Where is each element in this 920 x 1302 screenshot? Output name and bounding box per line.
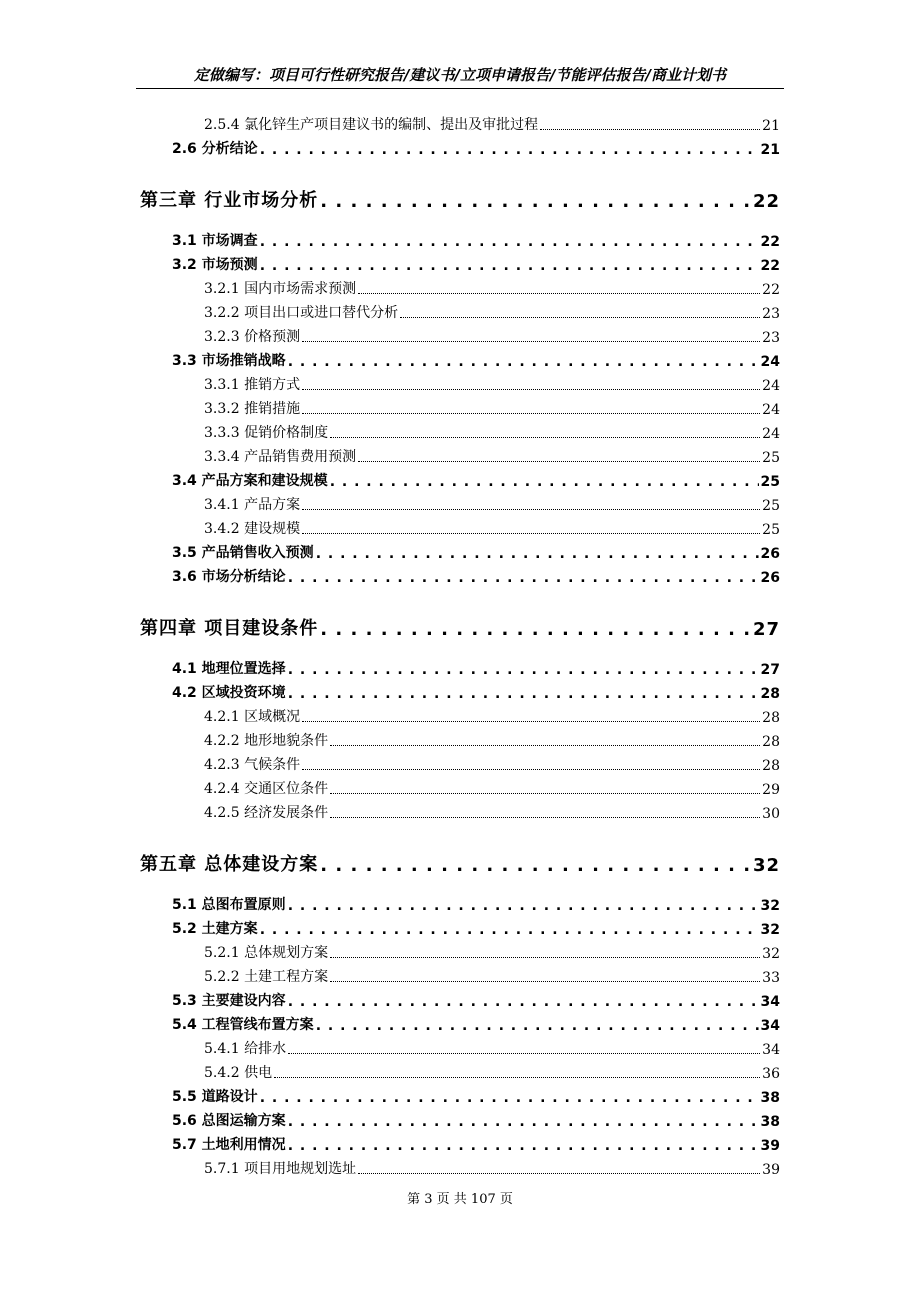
toc-entry[interactable] (172, 350, 780, 370)
toc-entry-label: 4.2.5 经济发展条件 (204, 805, 329, 821)
toc-page-number: 25 (760, 474, 780, 490)
toc-entry-label: 3.2.2 项目出口或进口替代分析 (204, 305, 399, 321)
toc-leader-dots (330, 437, 760, 438)
toc-leader-dots (358, 1173, 760, 1174)
toc-entry-label: 3.2 市场预测 (172, 257, 258, 273)
toc-entry-label: 第四章 项目建设条件 (140, 618, 319, 639)
toc-page-number: 22 (760, 234, 780, 250)
toc-page-number: 26 (760, 546, 780, 562)
toc-page-number: 25 (762, 450, 780, 466)
toc-page-number: 24 (760, 354, 780, 370)
toc-page-number: 24 (762, 426, 780, 442)
toc-page-number: 34 (760, 1018, 780, 1034)
toc-page-number: 32 (760, 922, 780, 938)
toc-page-number: 34 (762, 1042, 780, 1058)
toc-leader-dots (320, 619, 751, 640)
toc-entry-label: 3.3 市场推销战略 (172, 353, 286, 369)
toc-leader-dots (260, 258, 759, 274)
toc-page-number: 30 (762, 806, 780, 822)
toc-entry-label: 4.2.4 交通区位条件 (204, 781, 329, 797)
toc-page-number: 25 (762, 522, 780, 538)
toc-entry[interactable] (172, 658, 780, 678)
toc-leader-dots (288, 1138, 759, 1154)
toc-entry[interactable] (172, 566, 780, 586)
toc-entry[interactable] (204, 1038, 780, 1058)
toc-page-number: 26 (760, 570, 780, 586)
toc-page-number: 23 (762, 330, 780, 346)
toc-leader-dots (302, 769, 760, 770)
toc-entry-label: 5.2 土建方案 (172, 921, 258, 937)
toc-page-number: 25 (762, 498, 780, 514)
toc-page-number: 32 (760, 898, 780, 914)
toc-page-number: 34 (760, 994, 780, 1010)
toc-entry[interactable] (204, 706, 780, 726)
toc-leader-dots (330, 817, 760, 818)
toc-entry-label: 3.4.2 建设规模 (204, 521, 301, 537)
toc-leader-dots (260, 142, 759, 158)
toc-entry-label: 2.5.4 氯化锌生产项目建议书的编制、提出及审批过程 (204, 117, 539, 133)
toc-entry[interactable] (204, 730, 780, 750)
toc-entry[interactable] (204, 966, 780, 986)
toc-page-number: 24 (762, 402, 780, 418)
toc-entry[interactable] (204, 302, 780, 322)
toc-chapter-entry[interactable] (140, 852, 780, 876)
toc-entry-label: 4.2.1 区域概况 (204, 709, 301, 725)
toc-page-number: 32 (762, 946, 780, 962)
toc-page-number: 23 (762, 306, 780, 322)
toc-entry-label: 3.6 市场分析结论 (172, 569, 286, 585)
toc-leader-dots (330, 745, 760, 746)
toc-page-number: 27 (760, 662, 780, 678)
toc-leader-dots (330, 957, 760, 958)
toc-entry-label: 5.2.1 总体规划方案 (204, 945, 329, 961)
toc-entry[interactable] (172, 230, 780, 250)
toc-entry-label: 3.2.3 价格预测 (204, 329, 301, 345)
toc-page-number: 33 (762, 970, 780, 986)
toc-entry-label: 3.3.1 推销方式 (204, 377, 301, 393)
toc-page-number: 21 (762, 118, 780, 134)
toc-entry-label: 3.3.2 推销措施 (204, 401, 301, 417)
toc-entry-label: 5.6 总图运输方案 (172, 1113, 286, 1129)
toc-entry[interactable] (172, 138, 780, 158)
toc-leader-dots (288, 570, 759, 586)
toc-entry-label: 5.5 道路设计 (172, 1089, 258, 1105)
toc-leader-dots (316, 1018, 759, 1034)
toc-leader-dots (302, 721, 760, 722)
toc-leader-dots (330, 474, 759, 490)
toc-entry[interactable] (172, 682, 780, 702)
toc-leader-dots (320, 855, 751, 876)
toc-leader-dots (288, 1053, 760, 1054)
toc-entry[interactable] (172, 918, 780, 938)
toc-page-number: 38 (760, 1090, 780, 1106)
toc-entry[interactable] (172, 1134, 780, 1154)
toc-entry[interactable] (204, 754, 780, 774)
toc-leader-dots (302, 389, 760, 390)
toc-leader-dots (288, 662, 759, 678)
toc-entry[interactable] (204, 446, 780, 466)
toc-leader-dots (320, 191, 751, 212)
toc-entry-label: 第五章 总体建设方案 (140, 854, 319, 875)
toc-page-number: 22 (762, 282, 780, 298)
toc-leader-dots (288, 994, 759, 1010)
toc-entry[interactable] (204, 802, 780, 822)
toc-page-number: 21 (760, 142, 780, 158)
toc-entry-label: 3.1 市场调查 (172, 233, 258, 249)
toc-entry[interactable] (172, 1014, 780, 1034)
toc-entry-label: 4.1 地理位置选择 (172, 661, 286, 677)
toc-leader-dots (400, 317, 760, 318)
toc-entry-label: 3.4.1 产品方案 (204, 497, 301, 513)
toc-entry[interactable] (204, 518, 780, 538)
toc-leader-dots (358, 293, 760, 294)
toc-page-number: 39 (760, 1138, 780, 1154)
toc-leader-dots (260, 1090, 759, 1106)
toc-leader-dots (302, 533, 760, 534)
toc-chapter-entry[interactable] (140, 188, 780, 212)
toc-page-number: 39 (762, 1162, 780, 1178)
toc-entry-label: 3.3.3 促销价格制度 (204, 425, 329, 441)
toc-leader-dots (330, 981, 760, 982)
toc-entry[interactable] (204, 278, 780, 298)
toc-leader-dots (302, 341, 760, 342)
toc-entry[interactable] (204, 494, 780, 514)
toc-entry-label: 5.4.2 供电 (204, 1065, 273, 1081)
toc-leader-dots (288, 686, 759, 702)
toc-leader-dots (288, 1114, 759, 1130)
toc-chapter-entry[interactable] (140, 616, 780, 640)
toc-page-number: 29 (762, 782, 780, 798)
toc-entry[interactable] (172, 1110, 780, 1130)
toc-entry-label: 3.4 产品方案和建设规模 (172, 473, 328, 489)
toc-leader-dots (358, 461, 760, 462)
toc-entry-label: 3.3.4 产品销售费用预测 (204, 449, 357, 465)
toc-page-number: 22 (752, 191, 780, 212)
page-header: 定做编写：项目可行性研究报告/建议书/立项申请报告/节能评估报告/商业计划书 (136, 62, 784, 89)
toc-entry-label: 5.2.2 土建工程方案 (204, 969, 329, 985)
toc-entry-label: 5.7 土地利用情况 (172, 1137, 286, 1153)
toc-entry-label: 5.4.1 给排水 (204, 1041, 287, 1057)
toc-leader-dots (288, 898, 759, 914)
toc-entry-label: 3.2.1 国内市场需求预测 (204, 281, 357, 297)
toc-entry[interactable] (204, 114, 780, 134)
toc-page-number: 22 (760, 258, 780, 274)
toc-entry[interactable] (204, 1062, 780, 1082)
toc-entry[interactable] (204, 374, 780, 394)
toc-entry-label: 5.4 工程管线布置方案 (172, 1017, 314, 1033)
toc-entry-label: 2.6 分析结论 (172, 141, 258, 157)
toc-entry[interactable] (204, 1158, 780, 1178)
toc-leader-dots (288, 354, 759, 370)
toc-entry[interactable] (172, 254, 780, 274)
toc-page-number: 38 (760, 1114, 780, 1130)
toc-leader-dots (302, 509, 760, 510)
toc-page-number: 36 (762, 1066, 780, 1082)
toc-page-number: 28 (762, 758, 780, 774)
toc-entry-label: 3.5 产品销售收入预测 (172, 545, 314, 561)
toc-entry[interactable] (204, 422, 780, 442)
toc-leader-dots (274, 1077, 760, 1078)
toc-leader-dots (260, 922, 759, 938)
toc-entry[interactable] (172, 990, 780, 1010)
toc-entry[interactable] (172, 1086, 780, 1106)
toc-entry-label: 4.2.2 地形地貌条件 (204, 733, 329, 749)
toc-leader-dots (316, 546, 759, 562)
toc-leader-dots (302, 413, 760, 414)
toc-entry[interactable] (204, 942, 780, 962)
toc-leader-dots (540, 129, 760, 130)
toc-page-number: 32 (752, 855, 780, 876)
toc-entry-label: 4.2 区域投资环境 (172, 685, 286, 701)
toc-entry[interactable] (172, 542, 780, 562)
toc-page-number: 28 (762, 734, 780, 750)
toc-entry[interactable] (204, 778, 780, 798)
toc-entry-label: 5.1 总图布置原则 (172, 897, 286, 913)
toc-leader-dots (330, 793, 760, 794)
toc-page-number: 28 (762, 710, 780, 726)
toc-leader-dots (260, 234, 759, 250)
toc-entry[interactable] (204, 398, 780, 418)
page-footer: 第 3 页 共 107 页 (407, 1192, 513, 1207)
toc-page-number: 24 (762, 378, 780, 394)
toc-entry-label: 5.7.1 项目用地规划选址 (204, 1161, 357, 1177)
toc-page-number: 28 (760, 686, 780, 702)
toc-entry[interactable] (172, 470, 780, 490)
toc-entry[interactable] (172, 894, 780, 914)
toc-entry-label: 4.2.3 气候条件 (204, 757, 301, 773)
toc-entry[interactable] (204, 326, 780, 346)
toc-entry-label: 5.3 主要建设内容 (172, 993, 286, 1009)
toc-page-number: 27 (752, 619, 780, 640)
toc-entry-label: 第三章 行业市场分析 (140, 190, 319, 211)
